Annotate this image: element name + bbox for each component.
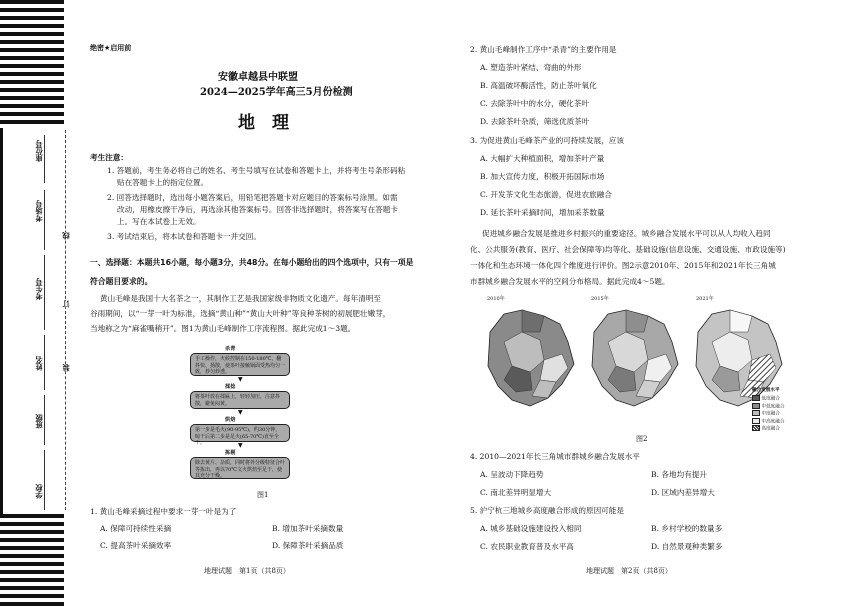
binding-stripes-bottom <box>0 514 64 610</box>
q1-option-b[interactable]: B. 增加茶叶采摘数量 <box>272 524 344 533</box>
notice-item: 改动，用橡皮擦干净后，再选涂其他答案标号。回答非选择题时，将答案写在答题卡 <box>117 205 398 214</box>
q4-option-a[interactable]: A. 呈波动下降趋势 <box>480 470 544 479</box>
q3-option-a[interactable]: A. 大幅扩大种植面积，增加茶叶产量 <box>480 154 605 163</box>
passage2-line: 市群城乡融合发展水平的空间分布格局。据此完成4～5题。 <box>470 277 670 286</box>
q3-option-d[interactable]: D. 延长茶叶采摘时间，增加采茶数量 <box>480 208 605 217</box>
field-line <box>44 395 45 445</box>
footer-right: 地理试题 第2页（共8页） <box>586 567 672 575</box>
footer-left: 地理试题 第1页（共8页） <box>204 567 290 575</box>
step-box: 除去黄片、杂质，同时将外分级特征合叶等拣出，再以70℃文火烘焙至足干，使其充分干燥。 <box>190 457 290 479</box>
q2-option-c[interactable]: C. 去除茶叶中的水分，硬化茶叶 <box>480 99 590 108</box>
notice-title: 考生注意： <box>90 153 128 162</box>
subject-title: 地 理 <box>238 113 289 133</box>
binding-stripes-top <box>0 0 64 128</box>
passage2-line: 一体化和生态环境一体化四个维度进行评价。图2示意2010年、2015年和2021年长三角城 <box>470 261 776 270</box>
binding-bar <box>0 128 3 514</box>
step-title: 烘焙 <box>225 417 236 423</box>
q1-option-c[interactable]: C. 提高茶叶采摘效率 <box>100 541 172 550</box>
q4-option-c[interactable]: C. 南北差异明显增大 <box>480 488 552 497</box>
q2-option-d[interactable]: D. 去除茶叶杂质，筛选优质茶叶 <box>480 117 590 126</box>
figure1-caption: 图1 <box>257 491 269 499</box>
step-box: 第一步是毛火(90-95℃)，约30分钟，晾干后第二步是足火(65-70℃)直至全干。 <box>190 424 290 442</box>
step-box: 将茶叶放在揉匾上，轻轻加压，注意抖散，避免闷黄。 <box>190 391 290 409</box>
q5-option-c[interactable]: C. 农民职业教育普及水平高 <box>480 542 574 551</box>
q3-stem: 3. 为促进黄山毛峰茶产业的可持续发展，应该 <box>470 136 624 145</box>
label-room: 考场号 <box>34 200 43 222</box>
map-2015 <box>586 302 686 422</box>
notice-item: 上。写在本试卷上无效。 <box>117 217 201 226</box>
notice-item: 1. 答题前，考生务必将自己的姓名、考生号填写在试卷和答题卡上，并将考生号条形码粘 <box>107 166 406 175</box>
q2-option-b[interactable]: B. 高温破坏酶活性，防止茶叶氧化 <box>480 81 597 90</box>
exam-title: 2024—2025学年高三5月份检测 <box>200 87 353 98</box>
arrow-down-icon: ▼ <box>238 442 243 449</box>
step-box: 手工操作，火候控制在150-180℃，翻抖快、扬散，使茶叶接触锅面受热均匀一致，炒匀炒透。 <box>190 353 290 376</box>
step-title: 杀青 <box>225 346 236 352</box>
legend-item: 中低度融合 <box>752 403 800 411</box>
map-year-label: 2015年 <box>591 296 609 302</box>
cut-mark-line: 线 <box>61 232 70 240</box>
figure1-flowchart <box>190 345 290 485</box>
label-class: 班级 <box>34 414 43 429</box>
q5-stem: 5. 沪宁杭三地城乡高度融合形成的原因可能是 <box>470 506 624 515</box>
q3-option-c[interactable]: C. 开发茶文化生态旅游，促进农旅融合 <box>480 190 612 199</box>
q4-option-d[interactable]: D. 区域内差异增大 <box>651 488 715 497</box>
map-year-label: 2021年 <box>696 296 714 302</box>
passage-line: 黄山毛峰是我国十大名茶之一，其制作工艺是我国家级非物质文化遗产。每年清明至 <box>100 294 381 303</box>
q1-option-d[interactable]: D. 保障茶叶采摘品质 <box>272 541 344 550</box>
legend-item: 中度融合 <box>752 410 800 418</box>
q2-stem: 2. 黄山毛峰制作工序中“杀青”的主要作用是 <box>470 45 617 54</box>
arrow-down-icon: ▼ <box>238 409 243 416</box>
q4-option-b[interactable]: B. 各地均有提升 <box>651 470 707 479</box>
field-line <box>44 190 45 250</box>
section-heading: 符合题目要求的。 <box>90 277 153 286</box>
cut-mark-bind: 订 <box>61 300 70 308</box>
q5-option-b[interactable]: B. 乡村学校的数量多 <box>651 524 723 533</box>
passage-line: 谷雨期间，以“一芽一叶为标准，选摘“黄山种”“黄山大叶种”等良种茶树的初展肥壮嫩芽， <box>90 309 391 318</box>
notice-item: 3. 考试结束后，将本试卷和答题卡一并交回。 <box>107 232 261 241</box>
arrow-down-icon: ▼ <box>238 376 243 383</box>
notice-item: 2. 回答选择题时，选出每小题答案后，用铅笔把答题卡对应题目的答案标号涂黑。如需 <box>107 193 398 202</box>
passage-line: 当地称之为“麻雀嘴稍开”。图1为黄山毛峰制作工序流程图。据此完成1～3题。 <box>90 324 356 333</box>
q1-option-a[interactable]: A. 保障可持续性采摘 <box>100 524 172 533</box>
label-school: 学校 <box>34 484 43 499</box>
field-line <box>44 255 45 330</box>
q5-option-a[interactable]: A. 城乡基础设施建设投入相同 <box>480 524 582 533</box>
secret-mark: 绝密★启用前 <box>90 44 132 52</box>
label-name: 姓名 <box>34 356 43 371</box>
q3-option-b[interactable]: B. 加大宣传力度，积极开拓国际市场 <box>480 172 605 181</box>
figure2-legend <box>752 388 800 433</box>
notice-item: 贴在答题卡上的指定位置。 <box>117 178 209 187</box>
q4-stem: 4. 2010—2021年长三角城市群城乡融合发展水平 <box>470 452 640 461</box>
section-heading: 一、选择题：本题共16小题，每小题3分，共48分。在每小题给出的四个选项中，只有一项是 <box>90 258 414 267</box>
figure2-caption: 图2 <box>636 435 648 443</box>
label-examinee: 考生号 <box>34 278 43 300</box>
cut-mark-install: 装 <box>61 364 70 372</box>
cut-line <box>65 130 66 510</box>
step-title: 拣剔 <box>225 450 236 456</box>
field-line <box>44 335 45 390</box>
map-year-label: 2010年 <box>487 296 505 302</box>
field-line <box>44 135 45 183</box>
q1-stem: 1. 黄山毛峰采摘过程中要求一芽一叶是为了 <box>90 507 237 516</box>
step-title: 揉捻 <box>225 384 236 390</box>
legend-item: 高度融合 <box>752 425 800 433</box>
passage2-line: 促进城乡融合发展是推进乡村振兴的重要途径。城乡融合发展水平可以从人均收入趋同 <box>482 229 771 238</box>
q5-option-d[interactable]: D. 自然景观种类繁多 <box>651 542 723 551</box>
label-seat: 座位号 <box>34 140 43 162</box>
map-2010 <box>482 302 582 422</box>
passage2-line: 化、公共服务(教育、医疗、社会保障等)均等化、基础设施(信息设施、交通设施、市政设施等) <box>470 245 786 254</box>
q2-option-a[interactable]: A. 塑造茶叶紧结、弯曲的外形 <box>480 63 582 72</box>
legend-title: 融合发展水平 <box>752 388 780 393</box>
field-line <box>44 450 45 510</box>
org-name: 安徽卓越县中联盟 <box>218 72 298 83</box>
legend-item: 低度融合 <box>752 395 800 403</box>
legend-item: 中高度融合 <box>752 418 800 426</box>
